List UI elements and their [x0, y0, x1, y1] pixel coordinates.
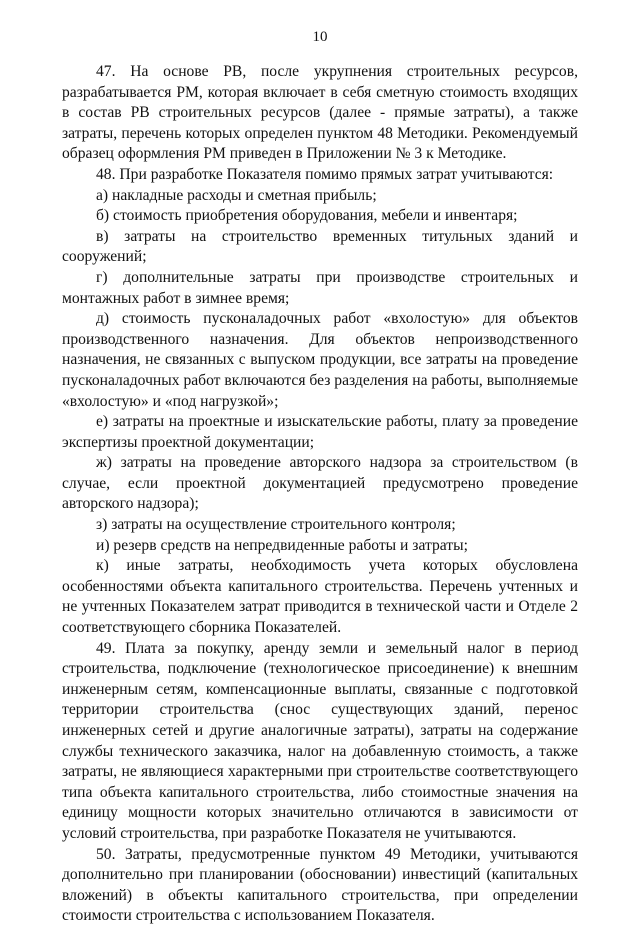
list-item-k: к) иные затраты, необходимость учета которых обусловлена особенностями объекта капитального строительства. Перечень учтенных и не учтенных Показателем затрат приводится в технической части и Отделе 2 соответствующего сборника Показателей.: [62, 557, 578, 637]
paragraph-50: 50. Затраты, предусмотренные пунктом 49 Методики, учитываются дополнительно при планировании (обосновании) инвестиций (капитальных вложений) в объекты капитального строительства, при определении стоимости строительства с использованием Показателя.: [62, 845, 578, 925]
list-item-a: а) накладные расходы и сметная прибыль;: [96, 186, 377, 204]
list-item-z: з) затраты на осуществление строительного контроля;: [96, 516, 456, 534]
list-item-d: д) стоимость пусконаладочных работ «вхолостую» для объектов производственного назначения. Для объектов непроизводственного назначения, не связанных с выпуском продукции, все затраты на проведение пусконаладочных работ включаются без разделения на работы, выполняемые «вхолостую» и «под нагрузкой»;: [62, 310, 578, 410]
paragraph-47: 47. На основе РВ, после укрупнения строительных ресурсов, разрабатывается РМ, которая включает в себя сметную стоимость входящих в состав РВ строительных ресурсов (далее - прямые затраты), а также затраты, перечень которых определен пунктом 48 Методики. Рекомендуемый образец оформления РМ приведен в Приложении № 3 к Методике.: [62, 63, 578, 163]
list-item-g: г) дополнительные затраты при производстве строительных и монтажных работ в зимнее время;: [62, 268, 578, 307]
list-item-i: и) резерв средств на непредвиденные работы и затраты;: [96, 536, 468, 554]
list-item-e: е) затраты на проектные и изыскательские работы, плату за проведение экспертизы проектной документации;: [62, 413, 578, 451]
page-number: 10: [312, 29, 328, 45]
paragraph-49: 49. Плата за покупку, аренду земли и земельный налог в период строительства, подключение (технологическое присоединение) к внешним инженерным сетям, компенсационные выплаты, связанные с подготовкой территории строительства (снос существующих зданий, перенос инженерных сетей и другие аналогичные затраты), затраты на содержание службы технического заказчика, налог на добавленную стоимость, а также затраты, не являющиеся характерными при строительстве соответствующего типа объекта капитального строительства, либо стоимостные значения на единицу мощности которых значительно отличаются в зависимости от условий строительства, при разработке Показателя не учитываются.: [62, 639, 578, 842]
paragraph-48: 48. При разработке Показателя помимо прямых затрат учитываются:: [96, 165, 554, 183]
list-item-v: в) затраты на строительство временных титульных зданий и сооружений;: [62, 227, 578, 266]
document-body: [62, 62, 578, 927]
list-item-b: б) стоимость приобретения оборудования, мебели и инвентаря;: [96, 207, 518, 225]
list-item-zh: ж) затраты на проведение авторского надзора за строительством (в случае, если проектной документацией предусмотрено проведение авторского надзора);: [62, 454, 578, 513]
